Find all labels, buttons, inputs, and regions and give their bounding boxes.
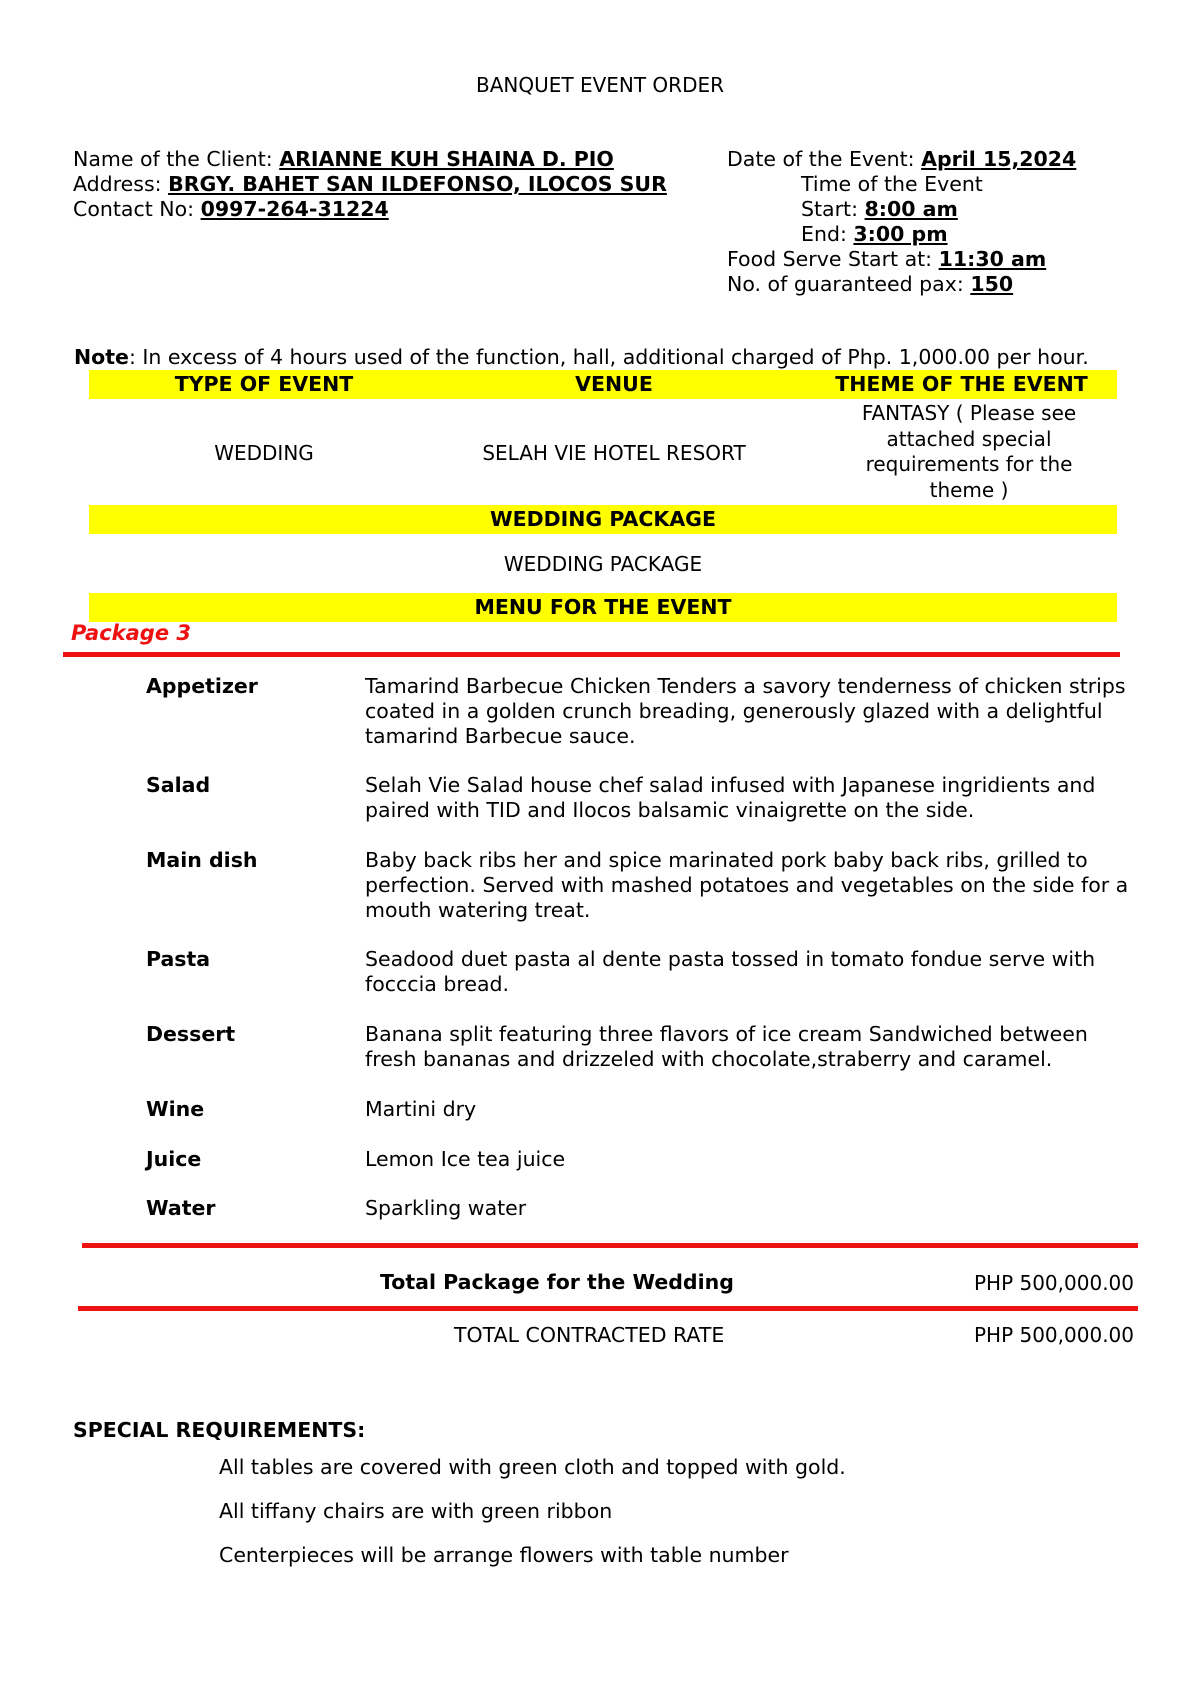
event-end: 3:00 pm (853, 222, 948, 246)
menu-description-salad: Selah Vie Salad house chef salad infused with Japanese ingridients and paired with TID and Ilocos balsamic vinaigrette on the side. (365, 773, 1096, 822)
event-date-label: Date of the Event: (727, 147, 922, 171)
event-time-label: Time of the Event (801, 172, 983, 196)
client-address: BRGY. BAHET SAN ILDEFONSO, ILOCOS SUR (168, 172, 667, 196)
event-start-row (727, 197, 1076, 222)
menu-description-main-dish: Baby back ribs her and spice marinated pork baby back ribs, grilled to perfection. Served with mashed potatoes and vegetables on the side for a mouth watering treat. (365, 848, 1129, 922)
total-contracted-amount: PHP 500,000.00 (973, 1323, 1134, 1347)
wedding-package-value: WEDDING PACKAGE (503, 552, 703, 576)
total-package-label: Total Package for the Wedding (380, 1270, 734, 1294)
pax-row (727, 272, 1076, 297)
menu-category-dessert: Dessert (146, 1022, 236, 1046)
event-info (727, 147, 1076, 297)
package-label: Package 3 (71, 621, 192, 645)
total-contracted-label: TOTAL CONTRACTED RATE (454, 1323, 725, 1347)
special-requirement-item: Centerpieces will be arrange flowers with table number (219, 1543, 789, 1567)
event-start: 8:00 am (864, 197, 958, 221)
menu-description-dessert: Banana split featuring three flavors of ice cream Sandwiched between fresh bananas and drizzeled with chocolate,straberry and caramel. (365, 1022, 1088, 1071)
total-package-amount: PHP 500,000.00 (973, 1271, 1134, 1295)
event-date: April 15,2024 (921, 147, 1077, 171)
client-address-label: Address: (73, 172, 169, 196)
venue-value: SELAH VIE HOTEL RESORT (482, 441, 746, 465)
food-serve-row (727, 247, 1076, 272)
menu-description-appetizer: Tamarind Barbecue Chicken Tenders a savory tenderness of chicken strips coated in a golden crunch breading, generously glazed with a delightful tamarind Barbecue sauce. (365, 674, 1126, 748)
menu-description-wine: Martini dry (365, 1097, 477, 1121)
wedding-package-header-bar (89, 505, 1117, 534)
event-end-row (727, 222, 1076, 247)
menu-description-pasta: Seadood duet pasta al dente pasta tossed in tomato fondue serve with focccia bread. (365, 947, 1096, 996)
menu-category-wine: Wine (146, 1097, 205, 1121)
note (74, 345, 1089, 369)
menu-header: MENU FOR THE EVENT (474, 595, 732, 619)
note-text: : In excess of 4 hours used of the function, hall, additional charged of Php. 1,000.00 per hour. (128, 345, 1089, 369)
menu-category-juice: Juice (146, 1147, 202, 1171)
red-divider-bottom (78, 1306, 1138, 1311)
event-end-label: End: (801, 222, 854, 246)
type-of-event-value: WEDDING (214, 441, 314, 465)
client-contact: 0997-264-31224 (200, 197, 389, 221)
menu-category-appetizer: Appetizer (146, 674, 258, 698)
pax-label: No. of guaranteed pax: (727, 272, 971, 296)
menu-header-bar (89, 593, 1117, 622)
special-requirement-item: All tiffany chairs are with green ribbon (219, 1499, 613, 1523)
theme-value: FANTASY ( Please see attached special requirements for the theme ) (861, 401, 1077, 502)
event-date-row (727, 147, 1076, 172)
client-contact-row (73, 197, 667, 222)
client-address-row (73, 172, 667, 197)
menu-category-salad: Salad (146, 773, 211, 797)
event-table-header (89, 370, 1117, 399)
red-divider-middle (82, 1243, 1138, 1248)
venue-header: VENUE (575, 372, 653, 396)
food-serve-time: 11:30 am (938, 247, 1047, 271)
menu-category-pasta: Pasta (146, 947, 211, 971)
menu-description-water: Sparkling water (365, 1196, 527, 1220)
red-divider-top (63, 652, 1120, 657)
event-start-label: Start: (801, 197, 865, 221)
document-title: BANQUET EVENT ORDER (475, 73, 725, 97)
special-requirement-item: All tables are covered with green cloth and topped with gold. (219, 1455, 846, 1479)
pax-count: 150 (970, 272, 1014, 296)
food-serve-label: Food Serve Start at: (727, 247, 939, 271)
menu-category-water: Water (146, 1196, 216, 1220)
type-of-event-header: TYPE OF EVENT (174, 372, 354, 396)
client-info (73, 147, 667, 222)
client-contact-label: Contact No: (73, 197, 201, 221)
client-name-label: Name of the Client: (73, 147, 280, 171)
special-requirements-header: SPECIAL REQUIREMENTS: (73, 1418, 366, 1442)
client-name-row (73, 147, 667, 172)
menu-description-juice: Lemon Ice tea juice (365, 1147, 566, 1171)
client-name: ARIANNE KUH SHAINA D. PIO (279, 147, 614, 171)
note-label: Note (74, 345, 129, 369)
theme-header: THEME OF THE EVENT (835, 372, 1088, 396)
wedding-package-header: WEDDING PACKAGE (489, 507, 717, 531)
menu-category-main-dish: Main dish (146, 848, 258, 872)
